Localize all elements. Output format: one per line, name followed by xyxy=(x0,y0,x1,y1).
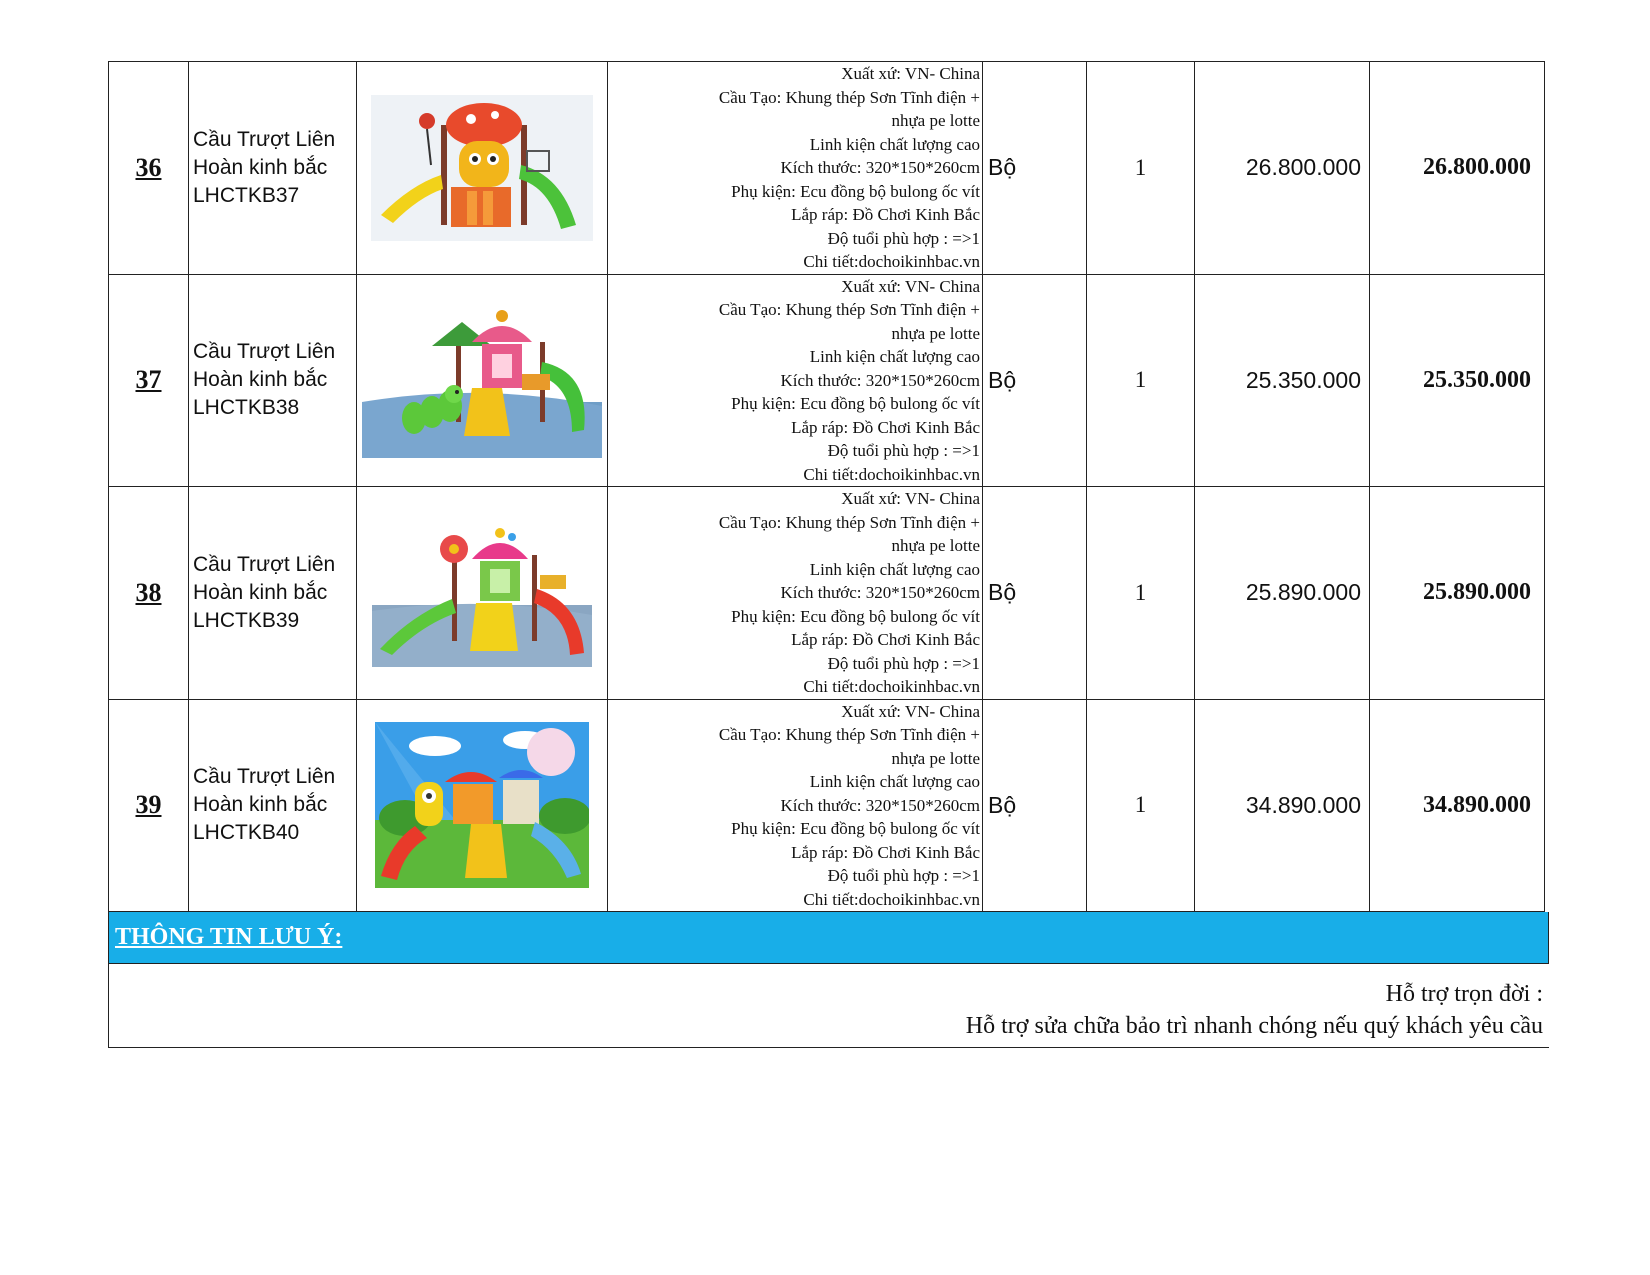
spec-line: nhựa pe lotte xyxy=(891,536,980,555)
product-spec xyxy=(608,700,982,912)
spec-line: Độ tuổi phù hợp : =>1 xyxy=(827,866,980,885)
spec-line: Xuất xứ: VN- China xyxy=(841,701,980,721)
unit-price: 25.890.000 xyxy=(1245,579,1361,606)
unit-price: 25.350.000 xyxy=(1245,366,1361,393)
unit-price: 34.890.000 xyxy=(1245,791,1361,818)
unit: Bộ xyxy=(988,791,1017,818)
row-number: 39 xyxy=(135,790,162,820)
line-total: 34.890.000 xyxy=(1423,791,1531,818)
spec-line: Lắp ráp: Đồ Chơi Kinh Bắc xyxy=(791,205,980,224)
product-code: LHCTKB39 xyxy=(193,608,300,632)
spec-line: Lắp ráp: Đồ Chơi Kinh Bắc xyxy=(791,630,980,649)
spec-line: nhựa pe lotte xyxy=(891,111,980,130)
product-table xyxy=(108,61,1549,912)
table-row xyxy=(109,274,1549,487)
product-spec xyxy=(608,62,982,274)
spec-line: Cầu Tạo: Khung thép Sơn Tĩnh điện + xyxy=(718,87,980,107)
spec-line: nhựa pe lotte xyxy=(891,323,980,343)
spec-line: Xuất xứ: VN- China xyxy=(841,489,980,508)
spec-line: nhựa pe lotte xyxy=(891,748,980,768)
spec-line: Cầu Tạo: Khung thép Sơn Tĩnh điện + xyxy=(718,300,980,319)
product-name-line: Cầu Trượt Liên xyxy=(193,340,336,364)
row-number: 38 xyxy=(135,577,162,607)
quantity: 1 xyxy=(1134,367,1147,393)
playground-slide-caterpillar-image xyxy=(362,302,602,458)
quantity: 1 xyxy=(1134,579,1147,605)
product-code: LHCTKB37 xyxy=(193,183,300,207)
line-total: 26.800.000 xyxy=(1423,154,1531,181)
spec-line: Kích thước: 320*150*260cm xyxy=(780,370,980,390)
note-line: Hỗ trợ sửa chữa bảo trì nhanh chóng nếu quý khách yêu cầu xyxy=(965,1013,1543,1039)
spec-line: Chi tiết:dochoikinhbac.vn xyxy=(803,677,980,696)
spec-line: Xuất xứ: VN- China xyxy=(841,64,980,83)
spec-line: Chi tiết:dochoikinhbac.vn xyxy=(803,464,980,484)
spec-line: Độ tuổi phù hợp : =>1 xyxy=(827,228,980,248)
unit: Bộ xyxy=(988,366,1017,393)
spec-line: Phụ kiện: Ecu đồng bộ bulong ốc vít xyxy=(731,606,980,626)
price-sheet xyxy=(108,61,1549,1048)
spec-line: Linh kiện chất lượng cao xyxy=(809,772,980,791)
product-spec xyxy=(608,275,982,487)
spec-line: Phụ kiện: Ecu đồng bộ bulong ốc vít xyxy=(731,819,980,838)
product-name-line: Cầu Trượt Liên xyxy=(193,127,336,151)
spec-line: Xuất xứ: VN- China xyxy=(841,276,980,296)
quantity: 1 xyxy=(1134,154,1147,180)
spec-line: Chi tiết:dochoikinhbac.vn xyxy=(803,889,980,909)
spec-line: Linh kiện chất lượng cao xyxy=(809,559,980,579)
spec-line: Kích thước: 320*150*260cm xyxy=(780,583,980,602)
row-number: 36 xyxy=(135,152,162,182)
notes-header-bar xyxy=(108,912,1549,964)
spec-line: Độ tuổi phù hợp : =>1 xyxy=(827,441,980,460)
unit: Bộ xyxy=(988,579,1017,606)
line-total: 25.890.000 xyxy=(1423,579,1531,606)
product-name-line: Cầu Trượt Liên xyxy=(193,552,336,576)
playground-slide-flower-image xyxy=(372,519,592,667)
spec-line: Phụ kiện: Ecu đồng bộ bulong ốc vít xyxy=(731,181,980,201)
spec-line: Lắp ráp: Đồ Chơi Kinh Bắc xyxy=(791,842,980,862)
notes-title: THÔNG TIN LƯU Ý: xyxy=(115,924,343,950)
product-name-line: Hoàn kinh bắc xyxy=(193,793,328,817)
spec-line: Lắp ráp: Đồ Chơi Kinh Bắc xyxy=(791,417,980,437)
playground-slide-minion-image xyxy=(375,722,589,888)
product-name-line: Cầu Trượt Liên xyxy=(193,765,336,789)
product-name-line: Hoàn kinh bắc xyxy=(193,580,328,604)
spec-line: Linh kiện chất lượng cao xyxy=(809,347,980,366)
spec-line: Chi tiết:dochoikinhbac.vn xyxy=(803,252,980,271)
spec-line: Cầu Tạo: Khung thép Sơn Tĩnh điện + xyxy=(718,512,980,532)
product-code: LHCTKB38 xyxy=(193,396,300,420)
spec-line: Cầu Tạo: Khung thép Sơn Tĩnh điện + xyxy=(718,725,980,744)
product-spec xyxy=(608,487,982,699)
spec-line: Kích thước: 320*150*260cm xyxy=(780,158,980,177)
line-total: 25.350.000 xyxy=(1423,366,1531,393)
product-name-line: Hoàn kinh bắc xyxy=(193,368,328,392)
table-row xyxy=(109,62,1549,275)
row-number: 37 xyxy=(135,365,162,395)
product-code: LHCTKB40 xyxy=(193,821,300,845)
quantity: 1 xyxy=(1134,792,1147,818)
unit-price: 26.800.000 xyxy=(1245,154,1361,181)
spec-line: Phụ kiện: Ecu đồng bộ bulong ốc vít xyxy=(731,394,980,413)
note-line: Hỗ trợ trọn đời : xyxy=(1385,981,1543,1007)
spec-line: Linh kiện chất lượng cao xyxy=(809,134,980,154)
spec-line: Kích thước: 320*150*260cm xyxy=(780,795,980,815)
unit: Bộ xyxy=(988,154,1017,181)
playground-slide-mushroom-image xyxy=(371,95,593,241)
product-name-line: Hoàn kinh bắc xyxy=(193,155,328,179)
spec-line: Độ tuổi phù hợp : =>1 xyxy=(827,653,980,673)
notes-body xyxy=(108,964,1549,1048)
table-row xyxy=(109,487,1549,700)
table-row xyxy=(109,699,1549,912)
